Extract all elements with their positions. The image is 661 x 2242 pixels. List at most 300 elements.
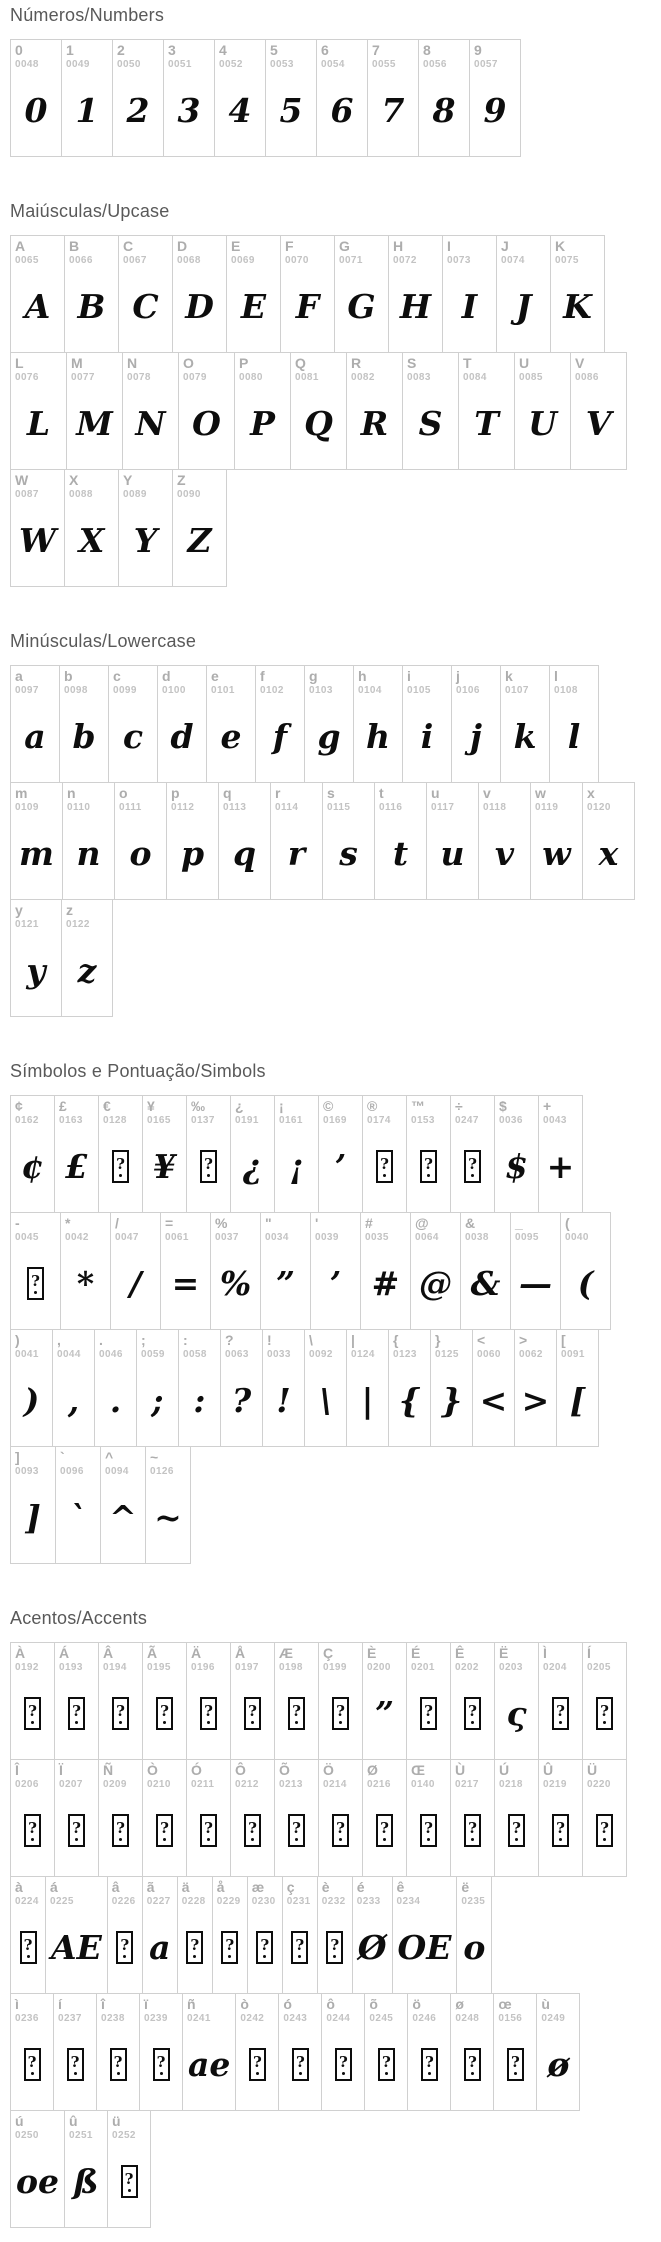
cell-character: 8	[423, 42, 431, 58]
glyph-preview	[11, 71, 61, 156]
cell-unicode-code: 0224	[15, 1896, 39, 1907]
glyph-preview	[550, 697, 598, 782]
cell-unicode-code: 0114	[275, 802, 299, 813]
glyph-cell	[96, 1993, 140, 2111]
glyph-cell	[274, 1642, 319, 1760]
glyph-cell	[214, 39, 266, 157]
cell-character: +	[543, 1098, 552, 1114]
notdef-dot	[251, 1721, 254, 1724]
glyph-cell	[53, 1993, 97, 2111]
cell-character: Ñ	[103, 1762, 114, 1778]
glyph-cell	[10, 352, 67, 470]
glyph: U	[528, 404, 557, 443]
cell-label	[11, 1330, 52, 1361]
cell-unicode-code: 0117	[431, 802, 455, 813]
cell-label	[427, 783, 478, 814]
cell-unicode-code: 0078	[127, 372, 151, 383]
cell-unicode-code: 0246	[412, 2013, 437, 2024]
glyph-cell	[560, 1212, 611, 1330]
cell-character: û	[69, 2113, 78, 2129]
glyph: G	[347, 287, 376, 326]
notdef-question-mark: ?	[28, 1818, 37, 1837]
glyph-cell	[230, 1642, 275, 1760]
glyph-cell	[322, 782, 375, 900]
cell-character: ^	[105, 1449, 114, 1465]
cell-unicode-code: 0140	[411, 1779, 435, 1790]
cell-unicode-code: 0203	[499, 1662, 523, 1673]
cell-unicode-code: 0238	[101, 2013, 125, 2024]
glyph-preview	[65, 267, 118, 352]
notdef-question-mark: ?	[380, 1818, 389, 1837]
cell-label	[173, 470, 226, 501]
glyph-preview	[54, 2025, 96, 2110]
cell-character: Â	[103, 1645, 114, 1661]
glyph-cell	[108, 665, 158, 783]
cell-label	[452, 666, 500, 697]
glyph-preview	[11, 1127, 54, 1212]
glyph-preview	[322, 2025, 364, 2110]
cell-label	[537, 1994, 579, 2025]
cell-character: '	[315, 1215, 319, 1231]
glyph-cell	[362, 1642, 407, 1760]
glyph-preview	[187, 1791, 230, 1876]
glyph-preview	[365, 2025, 407, 2110]
cell-character: d	[162, 668, 171, 684]
glyph: |	[361, 1381, 374, 1420]
glyph-preview	[501, 697, 549, 782]
glyph-preview	[143, 1908, 177, 1993]
glyph-preview	[119, 501, 172, 586]
glyph: oe	[16, 2162, 60, 2201]
notdef-question-mark: ?	[23, 1935, 33, 1954]
cell-unicode-code: 0119	[535, 802, 559, 813]
glyph: o	[463, 1928, 486, 1967]
glyph-preview	[375, 814, 426, 899]
cell-unicode-code: 0245	[369, 2013, 394, 2024]
cell-label	[231, 1096, 274, 1127]
glyph-cell	[494, 1095, 539, 1213]
glyph-cell	[118, 469, 173, 587]
glyph: t	[392, 834, 409, 873]
cell-unicode-code: 0039	[315, 1232, 339, 1243]
glyph-cell	[472, 1329, 515, 1447]
cell-character: œ	[498, 1996, 512, 2012]
cell-label	[411, 1213, 460, 1244]
glyph-preview	[55, 1127, 98, 1212]
glyph: {	[398, 1381, 421, 1420]
cell-label	[461, 1213, 510, 1244]
cell-character: Á	[59, 1645, 70, 1661]
glyph-preview	[495, 1127, 538, 1212]
notdef-glyph-icon	[244, 1814, 261, 1847]
cell-label	[368, 40, 418, 71]
cell-label	[408, 1994, 450, 2025]
glyph-preview	[161, 1244, 210, 1329]
cell-character: S	[407, 355, 417, 371]
glyph-preview	[561, 1244, 610, 1329]
cell-label	[495, 1643, 538, 1674]
cell-unicode-code: 0218	[499, 1779, 523, 1790]
cell-label	[531, 783, 582, 814]
cell-label	[363, 1643, 406, 1674]
cell-label	[459, 353, 514, 384]
glyph-cell	[142, 1642, 187, 1760]
cell-unicode-code: 0235	[461, 1896, 486, 1907]
glyph-preview	[459, 384, 514, 469]
glyph-cell	[494, 1759, 539, 1877]
notdef-glyph-icon	[332, 1814, 349, 1847]
cell-unicode-code: 0082	[351, 372, 375, 383]
glyph-cell	[353, 665, 403, 783]
cell-unicode-code: 0061	[165, 1232, 189, 1243]
glyph-cell	[94, 1329, 137, 1447]
cell-label	[347, 1330, 388, 1361]
glyph-preview	[146, 1478, 190, 1563]
cell-label	[389, 236, 442, 267]
cell-character: k	[505, 668, 513, 684]
notdef-glyph-icon	[153, 2048, 170, 2081]
glyph: &	[470, 1264, 501, 1303]
cell-label	[62, 40, 112, 71]
notdef-dot	[207, 1838, 210, 1841]
cell-character: #	[365, 1215, 373, 1231]
cell-unicode-code: 0102	[260, 685, 284, 696]
cell-label	[55, 1643, 98, 1674]
glyph-preview	[215, 71, 265, 156]
cell-unicode-code: 0113	[223, 802, 247, 813]
cell-label	[539, 1096, 582, 1127]
notdef-glyph-icon	[200, 1150, 217, 1183]
cell-character: $	[499, 1098, 507, 1114]
glyph-cell	[178, 352, 235, 470]
cell-character: Q	[295, 355, 306, 371]
glyph-preview	[515, 1361, 556, 1446]
cell-unicode-code: 0153	[411, 1115, 435, 1126]
glyph: R	[360, 404, 389, 443]
cell-character: Ö	[323, 1762, 334, 1778]
cell-character: ê	[396, 1879, 405, 1895]
glyph-cell	[458, 352, 515, 470]
cell-label	[215, 40, 265, 71]
cell-character: ë	[461, 1879, 470, 1895]
cell-unicode-code: 0193	[59, 1662, 83, 1673]
cell-label	[451, 1643, 494, 1674]
cell-label	[271, 783, 322, 814]
glyph-preview	[281, 267, 334, 352]
cell-character: 3	[168, 42, 176, 58]
glyph-preview	[411, 1244, 460, 1329]
cell-unicode-code: 0244	[326, 2013, 351, 2024]
glyph-preview	[167, 814, 218, 899]
cell-unicode-code: 0128	[103, 1115, 127, 1126]
glyph-cell	[469, 39, 521, 157]
cell-unicode-code: 0035	[365, 1232, 389, 1243]
glyph-cell	[352, 1876, 393, 1994]
cell-label	[443, 236, 496, 267]
glyph: V	[585, 404, 612, 443]
cell-character: j	[456, 668, 460, 684]
cell-character: {	[393, 1332, 399, 1348]
glyph-preview	[183, 2025, 235, 2110]
notdef-dot	[74, 2072, 77, 2075]
glyph-grid	[10, 1095, 651, 1564]
glyph-grid	[10, 665, 651, 1017]
cell-label	[557, 1330, 598, 1361]
glyph-row	[10, 39, 651, 157]
glyph: F	[295, 287, 320, 326]
glyph-preview	[11, 2025, 53, 2110]
cell-unicode-code: 0247	[455, 1115, 479, 1126]
cell-unicode-code: 0049	[66, 59, 90, 70]
cell-character: Å	[235, 1645, 246, 1661]
cell-character: D	[177, 238, 188, 254]
glyph: +	[546, 1147, 575, 1186]
notdef-glyph-icon	[200, 1814, 217, 1847]
cell-unicode-code: 0076	[15, 372, 39, 383]
glyph-preview	[187, 1674, 230, 1759]
cell-unicode-code: 0169	[323, 1115, 347, 1126]
cell-unicode-code: 0200	[367, 1662, 391, 1673]
cell-label	[539, 1760, 582, 1791]
glyph: ”	[375, 1694, 394, 1733]
cell-unicode-code: 0068	[177, 255, 201, 266]
cell-unicode-code: 0089	[123, 489, 147, 500]
glyph: Q	[304, 404, 333, 443]
glyph: v	[494, 834, 515, 873]
glyph-row	[10, 782, 651, 900]
cell-character: ø	[455, 1996, 464, 2012]
cell-label	[54, 1994, 96, 2025]
cell-character: ò	[240, 1996, 249, 2012]
cell-character: U	[519, 355, 530, 371]
glyph-cell	[450, 1759, 495, 1877]
cell-unicode-code: 0037	[215, 1232, 239, 1243]
glyph: :	[193, 1381, 206, 1420]
glyph-preview	[11, 501, 64, 586]
cell-character: Æ	[279, 1645, 293, 1661]
cell-label	[108, 1877, 142, 1908]
glyph: x	[598, 834, 619, 873]
glyph-preview	[178, 1908, 212, 1993]
glyph-preview	[583, 1674, 626, 1759]
notdef-glyph-icon	[68, 1814, 85, 1847]
glyph-cell	[136, 1329, 179, 1447]
cell-label	[361, 1213, 410, 1244]
cell-label	[99, 1643, 142, 1674]
cell-label	[11, 236, 64, 267]
cell-unicode-code: 0196	[191, 1662, 215, 1673]
cell-unicode-code: 0214	[323, 1779, 347, 1790]
cell-unicode-code: 0137	[191, 1115, 215, 1126]
glyph-preview	[571, 384, 626, 469]
glyph-cell	[460, 1212, 511, 1330]
glyph-preview	[354, 697, 402, 782]
notdef-question-mark: ?	[292, 1818, 301, 1837]
cell-unicode-code: 0194	[103, 1662, 127, 1673]
cell-character: (	[565, 1215, 570, 1231]
notdef-glyph-icon	[288, 1814, 305, 1847]
cell-label	[263, 1330, 304, 1361]
cell-label	[119, 470, 172, 501]
glyph-cell	[406, 1642, 451, 1760]
glyph-preview	[221, 1361, 262, 1446]
glyph-cell	[10, 899, 62, 1017]
cell-character: z	[66, 902, 73, 918]
section-title: Maiúsculas/Upcase	[10, 201, 170, 221]
cell-unicode-code: 0251	[69, 2130, 93, 2141]
cell-label	[115, 783, 166, 814]
cell-label	[99, 1760, 142, 1791]
cell-label	[511, 1213, 560, 1244]
cell-character: ó	[283, 1996, 292, 2012]
glyph-cell	[230, 1095, 275, 1213]
cell-character: 2	[117, 42, 125, 58]
glyph: >	[521, 1381, 550, 1420]
cell-label	[407, 1096, 450, 1127]
notdef-question-mark: ?	[116, 1701, 125, 1720]
glyph: b	[72, 717, 96, 756]
glyph-preview	[495, 1791, 538, 1876]
cell-character: <	[477, 1332, 486, 1348]
cell-unicode-code: 0100	[162, 685, 186, 696]
cell-character: 9	[474, 42, 482, 58]
cell-unicode-code: 0252	[112, 2130, 136, 2141]
glyph-row	[10, 1329, 651, 1447]
glyph-cell	[346, 1329, 389, 1447]
glyph-preview	[473, 1361, 514, 1446]
glyph-cell	[55, 1446, 101, 1564]
glyph: *	[76, 1264, 95, 1303]
cell-label	[60, 666, 108, 697]
notdef-dot	[471, 2072, 474, 2075]
cell-character: Ó	[191, 1762, 202, 1778]
glyph-preview	[60, 697, 108, 782]
glyph: }	[440, 1381, 463, 1420]
cell-unicode-code: 0227	[146, 1896, 171, 1907]
glyph-cell	[186, 1095, 231, 1213]
glyph-cell	[10, 1993, 54, 2111]
notdef-question-mark: ?	[336, 1701, 345, 1720]
cell-character: è	[321, 1879, 330, 1895]
cell-unicode-code: 0206	[15, 1779, 39, 1790]
glyph-cell	[182, 1993, 236, 2111]
cell-unicode-code: 0124	[351, 1349, 375, 1360]
cell-unicode-code: 0036	[499, 1115, 523, 1126]
glyph-preview	[531, 814, 582, 899]
cell-unicode-code: 0101	[211, 685, 235, 696]
glyph: 4	[228, 91, 252, 130]
cell-label	[11, 783, 62, 814]
glyph-cell	[270, 782, 323, 900]
cell-unicode-code: 0069	[231, 255, 255, 266]
glyph-preview	[389, 1361, 430, 1446]
glyph-preview	[263, 1361, 304, 1446]
cell-label	[11, 353, 66, 384]
cell-label	[179, 353, 234, 384]
notdef-question-mark: ?	[72, 1701, 81, 1720]
glyph-preview	[179, 1361, 220, 1446]
glyph-cell	[145, 1446, 191, 1564]
glyph-cell	[406, 1095, 451, 1213]
glyph-preview	[347, 384, 402, 469]
glyph-preview	[61, 1244, 110, 1329]
glyph: @	[419, 1264, 452, 1303]
cell-label	[65, 470, 118, 501]
cell-unicode-code: 0233	[356, 1896, 381, 1907]
cell-unicode-code: 0044	[57, 1349, 81, 1360]
glyph-preview	[11, 1244, 60, 1329]
glyph-preview	[461, 1244, 510, 1329]
cell-label	[431, 1330, 472, 1361]
cell-label	[305, 666, 353, 697]
notdef-question-mark: ?	[292, 1701, 301, 1720]
glyph-cell	[172, 235, 227, 353]
glyph-cell	[122, 352, 179, 470]
notdef-question-mark: ?	[468, 1154, 477, 1173]
cell-unicode-code: 0059	[141, 1349, 165, 1360]
notdef-question-mark: ?	[116, 1818, 125, 1837]
notdef-dot	[123, 1955, 126, 1958]
cell-character: ¡	[279, 1098, 284, 1114]
cell-unicode-code: 0060	[477, 1349, 501, 1360]
cell-label	[279, 1994, 321, 2025]
glyph-row	[10, 235, 651, 353]
cell-character: æ	[251, 1879, 265, 1895]
cell-character: [	[561, 1332, 566, 1348]
cell-unicode-code: 0125	[435, 1349, 459, 1360]
glyph: ~	[154, 1498, 182, 1537]
cell-label	[235, 353, 290, 384]
cell-label	[65, 236, 118, 267]
glyph-cell	[230, 1759, 275, 1877]
cell-character: a	[15, 668, 23, 684]
cell-unicode-code: 0199	[323, 1662, 347, 1673]
glyph-cell	[538, 1759, 583, 1877]
glyph: i	[420, 717, 434, 756]
glyph-row	[10, 352, 651, 470]
glyph: H	[399, 287, 432, 326]
notdef-question-mark: ?	[160, 1701, 169, 1720]
cell-label	[63, 783, 114, 814]
cell-unicode-code: 0070	[285, 255, 309, 266]
glyph: ς	[506, 1694, 527, 1733]
cell-unicode-code: 0048	[15, 59, 39, 70]
cell-character: Ô	[235, 1762, 246, 1778]
cell-unicode-code: 0204	[543, 1662, 567, 1673]
glyph: S	[418, 404, 443, 443]
glyph-cell	[278, 1993, 322, 2111]
glyph-cell	[10, 1095, 55, 1213]
cell-label	[281, 236, 334, 267]
glyph-preview	[11, 931, 61, 1016]
glyph-preview	[497, 267, 550, 352]
notdef-glyph-icon	[112, 1697, 129, 1730]
cell-unicode-code: 0207	[59, 1779, 83, 1790]
glyph-grid	[10, 39, 651, 157]
cell-unicode-code: 0239	[144, 2013, 168, 2024]
glyph-cell	[290, 352, 347, 470]
notdef-question-mark: ?	[556, 1701, 565, 1720]
cell-label	[143, 1643, 186, 1674]
glyph-cell	[10, 1446, 56, 1564]
glyph-grid	[10, 1642, 651, 2228]
glyph-cell	[139, 1993, 183, 2111]
cell-label	[187, 1096, 230, 1127]
notdef-dot	[515, 1838, 518, 1841]
cell-label	[219, 783, 270, 814]
glyph: ¢	[21, 1147, 44, 1186]
glyph-cell	[186, 1642, 231, 1760]
